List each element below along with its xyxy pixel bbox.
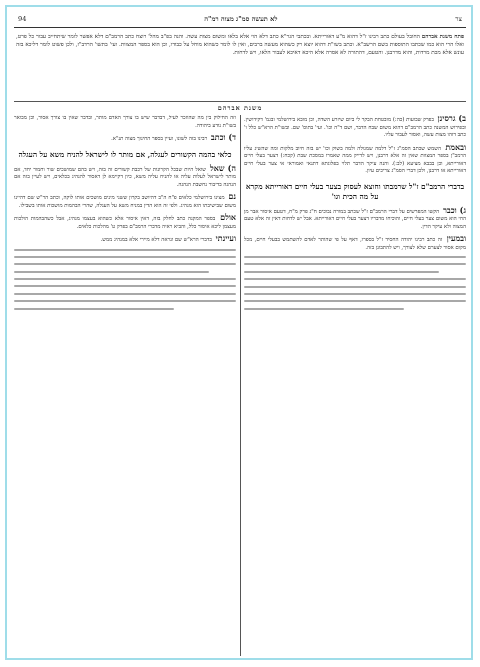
paragraph-lead: אולם — [220, 212, 236, 222]
paragraph — [244, 235, 466, 252]
paragraph-lead: ה) שאל — [209, 162, 236, 173]
intro-text: החובל בעולם כתב רבינו ז"ל דהוא מ"ע דאורייתא. ובכתבי הגר"א כתב דלא הוי אלא בלאו ומשום מצות עשה. והנה בפ"ב מהל' רוצח כתב הרמב"ם דלא אפשר לומר שיתחייב עבור כל פרט, ואלו הרי הוא כמו שכתבו התוספות בשם הרשב"א. וכתב בשו"ת דהוא יוצא רק כשהוא מעשה ברבים, ואין לו לומר כשהוא מוחל על כבודו, וכן הוא בספר המצוות. ועי' בתשו' הרדב"ז, ולכן פשוט לומר דליכא בזה עונש אלא מכת מרדות, והוא מדרבנן. והטעם, דהתורה לא אסרה אלא היכא דאיכא לעבור הלאו, ויש לדחות. — [16, 34, 464, 57]
running-header — [14, 14, 466, 28]
text-lines-placeholder — [14, 249, 236, 657]
paragraph — [244, 115, 466, 140]
left-column — [14, 115, 236, 656]
text-lines-placeholder — [244, 256, 466, 656]
paragraph-text: בדברי הרא"ש שם ונראה דלא מיירי אלא במנהיג ממש. — [100, 237, 212, 243]
paragraph — [14, 193, 236, 210]
page-number: 94 — [18, 15, 27, 23]
divider — [14, 101, 466, 102]
paragraph — [14, 115, 236, 130]
header-title: לא תעשה סמ"ג מצוה רמ"ה — [204, 15, 278, 23]
paragraph — [14, 214, 236, 231]
paragraph-text: רבינו בזה לשונו, ועיין בספר החינוך מצוה תנ"א. — [111, 136, 208, 142]
subsection-heading: כלאי בהמה הקשורים לעגלה, אם מותר לו לישראל להניח משא על העגלה — [18, 149, 232, 159]
paragraph — [244, 204, 466, 232]
paragraph-lead: ד) וכתב — [210, 132, 236, 142]
two-column-body — [14, 115, 466, 656]
paragraph-text: השמש שכתב הסמ"ג ז"ל דלמה שמגולה ולמה בשוק וכו' יש בזה חיוב מלקות ומה שהשיג עליו הרמב"ן בספר המצוות שאין זה אלא דרבנן, ויש לדייק ממה שאמרו במסכת שבת (קכח:) דצער בעלי חיים דאורייתא, וכן בבבא מציעא (לב:). והנה עיקר הדבר תלוי בפלוגתא דתנאי ואמוראי אי צער בעלי חיים דאורייתא או דרבנן, ולכן דברי הסמ"ג צריכים עיון. — [244, 145, 466, 174]
paragraph-lead: ג) וכבר — [442, 204, 466, 215]
paragraph-text: בספר המקנה כתב לחלק בזה, דאין איסור אלא כשהוא בעצמו מנהיג, אבל כשהבהמות הולכות מעצמן ליכא איסור כלל, והביא ראיה מדברי הרמב"ם בפרק ט' מהלכות כלאים. — [14, 216, 236, 230]
right-column — [244, 115, 466, 656]
paragraph-text: מצינו בירושלמי כלאים פ"ח ה"ב דהיושב בקרון ששני מינים מושכים אותו לוקה, וכתב הר"ש שם דהיינו משום שבישיבתו הוא מנהיג. ולפי זה הוא הדין במניח משא על העגלה, שהרי הבהמות מושכות אותו בשבילו. — [14, 195, 236, 209]
document-page — [14, 14, 466, 656]
paragraph-lead: ובאמת — [445, 141, 466, 152]
paragraph-text: זה כתב רבינו יהודה החסיד ז"ל בספרו, דאף על פי שהותר לאדם להשתמש בבעלי חיים, מכל מקום אסור לצערם שלא לצורך, ויש להתבונן בזה. — [244, 237, 466, 251]
paragraph — [14, 162, 236, 190]
header-left: צר — [455, 15, 462, 23]
paragraph-text: וזה החילוק בין מה שהוזכר לעיל, דבדבר שיש בו צורך האדם מותר, ובדבר שאין בו צורך אסור, וכן מבואר בשו"ת נודע ביהודה. — [14, 115, 236, 129]
section-title: משנת אברהם — [217, 104, 263, 112]
paragraph — [244, 141, 466, 176]
subsection-heading: בדברי הרמב"ם ז"ל שרמבתו וחוצא לעסוק בצער בעלי חיים דאורייתא מקרא על מה הכית וגו' — [245, 181, 465, 201]
paragraph-text: בפרק שבועות (כה:) מובטחת הבקר לי ביום שיזרע השדה, וכן מובא בירושלמי ובגמ' דקידושין. ובפירוש המשנה כתב הרמב"ם דהוא משום שבח הדבר, ושם ד"ה וכו'. ועי' בתוס' שם. ובשו"ת הרא"ש כלל ו' כתב דזהו מצות עשה, ואסור לעבור עליו. — [244, 117, 466, 138]
paragraph-lead: ועיינתי — [215, 233, 236, 243]
paragraph — [14, 235, 236, 245]
paragraph — [14, 134, 236, 144]
paragraph-lead: ב) גרסינן — [437, 115, 466, 123]
paragraph-lead: ובמעין — [446, 233, 466, 243]
paragraph-text: שואל היות שבכל הקרונות של רכבת קשורים זה בזה, ויש בהם שמושכים שור וחמור יחד, אם מותר לישראל לעלות עליה או להניח עליה משא, כיון דקיימא לן דאסור להנהיג בכלאים, ויש לעיין בזה אם הנהגה בדיבור נחשבת הנהגה. — [14, 166, 236, 188]
paragraph-text: הקשו המפרשים על דברי הרמב"ם ז"ל שכתב במורה נבוכים ח"ג פרק מ"ח, דטעם איסור אבר מן החי הוא משום צער בעלי חיים, והוכיחו מדבריו דצער בעלי חיים דאורייתא. אבל יש לדחות דאין זה אלא טעם המצוה ולא עיקר הדין. — [244, 208, 466, 230]
intro-paragraph — [14, 33, 466, 97]
paragraph-lead: נם — [228, 191, 236, 201]
intro-lead: פתח משנת אברהם — [421, 34, 464, 40]
